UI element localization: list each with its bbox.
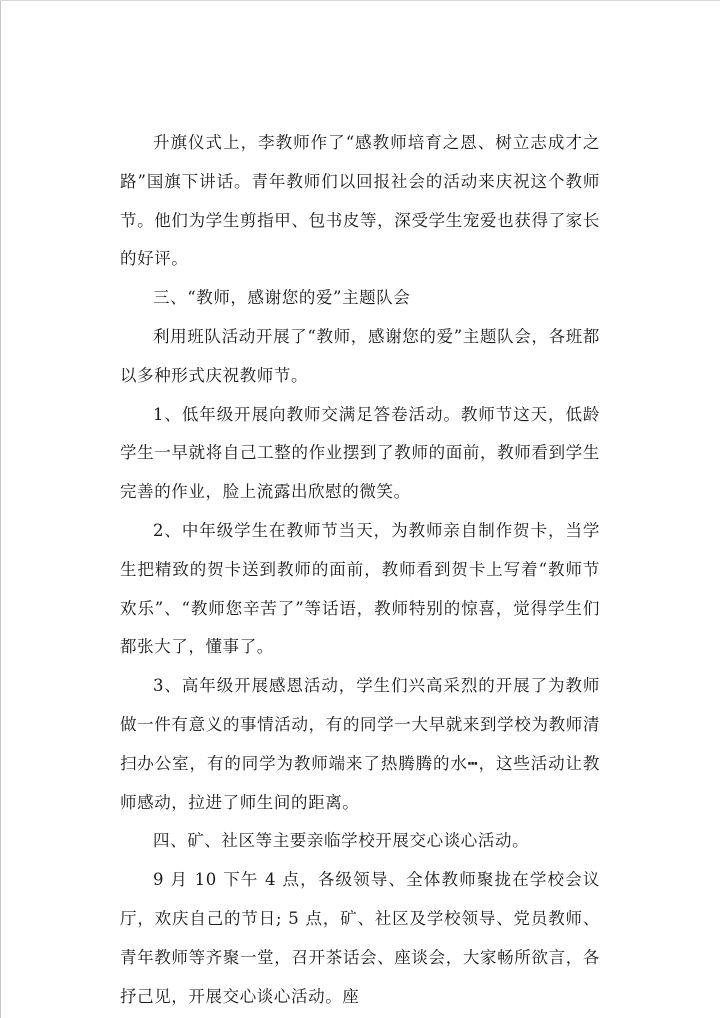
paragraph-symposium: 9 月 10 下午 4 点，各级领导、全体教师聚拢在学校会议厅，欢庆自己的节日; 5 点，矿、社区及学校领导、党员教师、青年教师等齐聚一堂，召开茶话会、座谈会，大家畅所欲言，各抒己见，开展交心谈心活动。座	[120, 870, 600, 1006]
document-body	[120, 124, 600, 1016]
paragraph-lower-grade: 1、低年级开展向教师交满足答卷活动。教师节这天，低龄学生一早就将自己工整的作业摆到了教师的面前，教师看到学生完善的作业，脸上流露出欣慰的微笑。	[120, 404, 600, 502]
paragraph-middle-grade: 2、中年级学生在教师节当天，为教师亲自制作贺卡，当学生把精致的贺卡送到教师的面前，教师看到贺卡上写着“教师节欢乐”、“教师您辛苦了”等话语，教师特别的惊喜，觉得学生们都张大了，懂事了。	[120, 520, 600, 657]
page-left-border	[0, 0, 1, 1018]
page-top-border	[0, 0, 720, 1]
heading-section-three: 三、“教师，感谢您的爱”主题队会	[153, 288, 411, 308]
paragraph-upper-grade: 3、高年级开展感恩活动，学生们兴高采烈的开展了为教师做一件有意义的事情活动，有的同学一大早就来到学校为教师清扫办公室，有的同学为教师端来了热腾腾的水┅，这些活动让教师感动，拉进了师生间的距离。	[120, 676, 600, 812]
paragraph-flag-ceremony: 升旗仪式上，李教师作了“感教师培育之恩、树立志成才之路”国旗下讲话。青年教师们以回报社会的活动来庆祝这个教师节。他们为学生剪指甲、包书皮等，深受学生宠爱也获得了家长的好评。	[120, 133, 600, 269]
paragraph-class-meeting: 利用班队活动开展了“教师，感谢您的爱”主题队会，各班都以多种形式庆祝教师节。	[120, 326, 600, 385]
heading-section-four: 四、矿、社区等主要亲临学校开展交心谈心活动。	[153, 831, 530, 851]
